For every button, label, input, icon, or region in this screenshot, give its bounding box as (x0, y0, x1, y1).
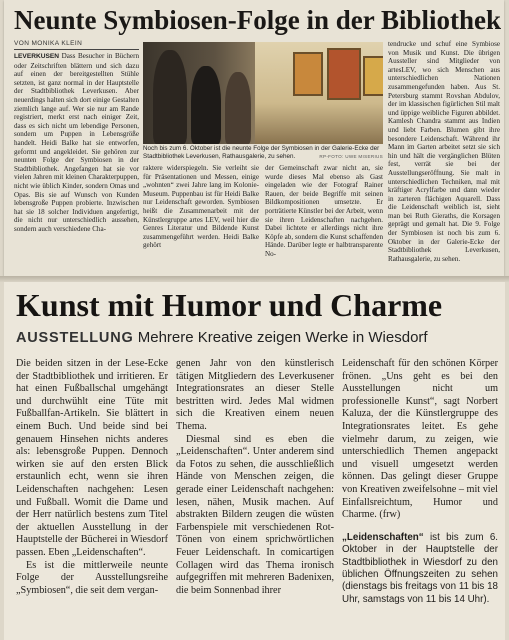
bottom-column-3-paragraph-1: Leidenschaft für den schönen Körper frönen. „Uns geht es bei den Ausstellungen nicht um professionelle Kunst“, sagt Norbert Kaluza, der die Künstlergruppe des Integrationsrates leitet. Es gehe vielmehr darum, zu zeigen, wie unterschiedlich Themen angepackt und visuell umgesetzt werden können. Das gelingt dieser Gruppe von Kreativen zweifelsohne – mit viel Einfallsreichtum, Humor und Charme. (frw) (342, 358, 498, 521)
bottom-newspaper-clipping (4, 282, 505, 640)
photo-caption-text: Noch bis zum 6. Oktober ist die neunte Folge der Symbiosen in der Galerie-Ecke der Stadtbibliothek Leverkusen, Rathausgalerie, zu sehen. (143, 145, 380, 160)
bottom-column-2-paragraph-2: Diesmal sind es eben die „Leidenschaften“. Unter anderem sind da Fotos zu sehen, die ausschließlich Hände von Menschen zeigen, die gerade einer Leidenschaft nachgehen: lesen, nähen, Musik machen. Auf abstrakten Bildern zeugen die wüsten Farbenspiele mit verschiedenen Rot-Tönen von einem sprichwörtlichen Feuer Leidenschaft. In comicartigen Collagen wird das Thema ironisch aufgegriffen mit mehreren Badenixen, die beim Sonnenbad ihrer (176, 433, 334, 596)
photo-painting-2 (327, 48, 361, 100)
top-column-1-text: Dass Besucher in Büchern oder Zeitschriften blättern und sich dazu auf einen der bereitgestellten Stühle setzten, ist ganz normal in der Hauptstelle der Stadtbibliothek Leverkusen. Aber neuerdings halten sich dort einige Gestalten ziemlich lange auf. Wer sie nur am Rande registriert, merkt erst nach einiger Zeit, dass es sich nicht um lebendige Personen, sondern um Puppen in Lebensgröße handelt. Heidi Balke hat sie entworfen, geformt und angekleidet. Sie gehören zur neunten Folge der Symbiosen in der Stadtbibliothek. Angefangen hat sie vor vielen Jahren mit kleinen Charakterpuppen, nicht wie üblich Kinder, sondern Omas und Opas. Bis sie auf Wunsch von Kunden lebensgroße Puppen probierte. Inzwischen hat sie 18 solcher Individuen angefertigt, die nicht nur unterschiedlich aussehen, sondern auch verschiedene Cha- (14, 52, 139, 233)
photo-person-1 (153, 50, 187, 144)
bottom-column-2 (176, 358, 334, 640)
photo-credit: RP-FOTO: UWE MISERIUS (319, 153, 383, 159)
exhibition-info-text: ist bis zum 6. Oktober in der Hauptstelle der Stadtbibliothek in Wiesdorf zu den üblichen Öffnungszeiten zu sehen (dienstags bis freitags von 11 bis 18 Uhr, samstags von 11 bis 14 Uhr). (342, 531, 498, 605)
top-headline: Neunte Symbiosen-Folge in der Bibliothek (14, 5, 502, 35)
bottom-column-3 (342, 358, 498, 640)
photo-painting-3 (363, 56, 383, 96)
photo-painting-1 (293, 52, 323, 96)
byline-rule (14, 49, 139, 50)
top-column-1 (14, 52, 139, 274)
top-column-2-text: rakterе widerspiegeln. Sie verleiht sie für Präsentationen und Messen, einige „wohnten“ zwei Jahre lang im Kolonie-Museum. Puppenbau ist für Heidi Balke nur Leidenschaft geworden. Symbiosen heißt die Zusammenarbeit mit der Künstlergruppe artes LEV, weil hier die Genres Literatur und Bildende Kunst zusammengeführt werden. Heidi Balke gehört (143, 164, 259, 250)
section-rubric: AUSSTELLUNG (16, 330, 134, 346)
exhibition-photo (143, 42, 383, 144)
photo-person-2 (191, 66, 221, 144)
bottom-column-1 (16, 358, 168, 640)
top-column-3-text: der Gemeinschaft zwar nicht an, sie wurde dieses Mal ebenso als Gast eingeladen wie der Fotograf Rainer Rauen, der beide Begriffe mit seinen Bildkompositionen umsetzte. Er porträtierte Künstler bei der Arbeit, wenn sie ihren Leidenschaften nachgehen. Dabei lichtete er allerdings nicht ihre Köpfe ab, sondern die Kunst schaffenden Hände. Darüber legte er halbtransparente No- (265, 164, 383, 258)
top-column-3 (265, 164, 383, 274)
bottom-column-1-paragraph-2: Es ist die mittlerweile neunte Folge der Ausstellungsreihe „Symbiosen“, die seit dem vergan- (16, 559, 168, 596)
top-newspaper-clipping (4, 0, 504, 276)
subheadline-line (16, 328, 496, 348)
subheadline: Mehrere Kreative zeigen Werke in Wiesdorf (137, 329, 428, 346)
dateline: LEVERKUSEN (14, 53, 60, 60)
bottom-column-1-paragraph-1: Die beiden sitzen in der Lese-Ecke der Stadtbibliothek und irritieren. Er hat einen Fußballschal umgehängt und durchwühlt eine Tüte mit Fußballfan-Artikeln. Sie blättert in einem Buch. Und beide sind bei genauem Hinsehen nichts anderes als: lebensgroße Puppen. Dennoch wirken sie auf den ersten Blick erstaunlich echt, wenn sie ihren Leidenschaften nachgehen: Lesen und Fußball. Womit die Dame und der Herr natürlich bestens zum Titel der aktuellen Ausstellung in der Hauptstelle der Bücherei in Wiesdorf passen. Eben „Leidenschaften“. (16, 358, 168, 558)
photo-person-3 (225, 72, 251, 144)
exhibition-info-note (342, 532, 498, 606)
bottom-headline: Kunst mit Humor und Charme (16, 287, 443, 323)
top-byline: VON MONIKA KLEIN (14, 40, 83, 47)
photo-caption (143, 145, 383, 160)
top-column-4-text: tendrucke und schuf eine Symbiose von Musik und Kunst. Die übrigen Aussteller sind Mitglieder von artesLEV, wo sich Menschen aus unterschiedlichen Nationen zusammengefunden haben. Aus St. Petersburg stammt Rovshan Abdulov, der im klassischen figürlichen Stil malt und üppige weibliche Figuren abbildet. Kamlesh Chandra stammt aus Indien und liebt Farben. Blumen gibt ihre besondere Leidenschaft. Während ihr Mann im Garten arbeitet setzt sie sich hin und hält die vergänglichen Blüten fest, verrät sie bei der Ausstellungseröffnung. Sie malt in unterschiedlichen Techniken, mal mit kräftiger Acrylfarbe und dann wieder in zarteren flächigen Aquarell. Dass die Leidenschaft weiblich ist, sieht man bei Ruth Gieraths, die Korsagen geprägt und gemalt hat. Die 9. Folge der Symbiosen ist noch bis zum 6. Oktober in der Galerie-Ecke der Stadtbibliothek Leverkusen, Rathausgalerie, zu sehen. (388, 40, 500, 263)
bottom-column-2-paragraph-1: genen Jahr von den künstlerisch tätigen Mitgliedern des Leverkusener Integrationsrates an dieser Stelle bestritten wird. Jedes Mal widmen sich die Kreativen einem neuen Thema. (176, 358, 334, 432)
top-column-2 (143, 164, 259, 274)
exhibition-info-title: „Leidenschaften“ (342, 531, 424, 543)
top-column-4 (388, 40, 500, 274)
